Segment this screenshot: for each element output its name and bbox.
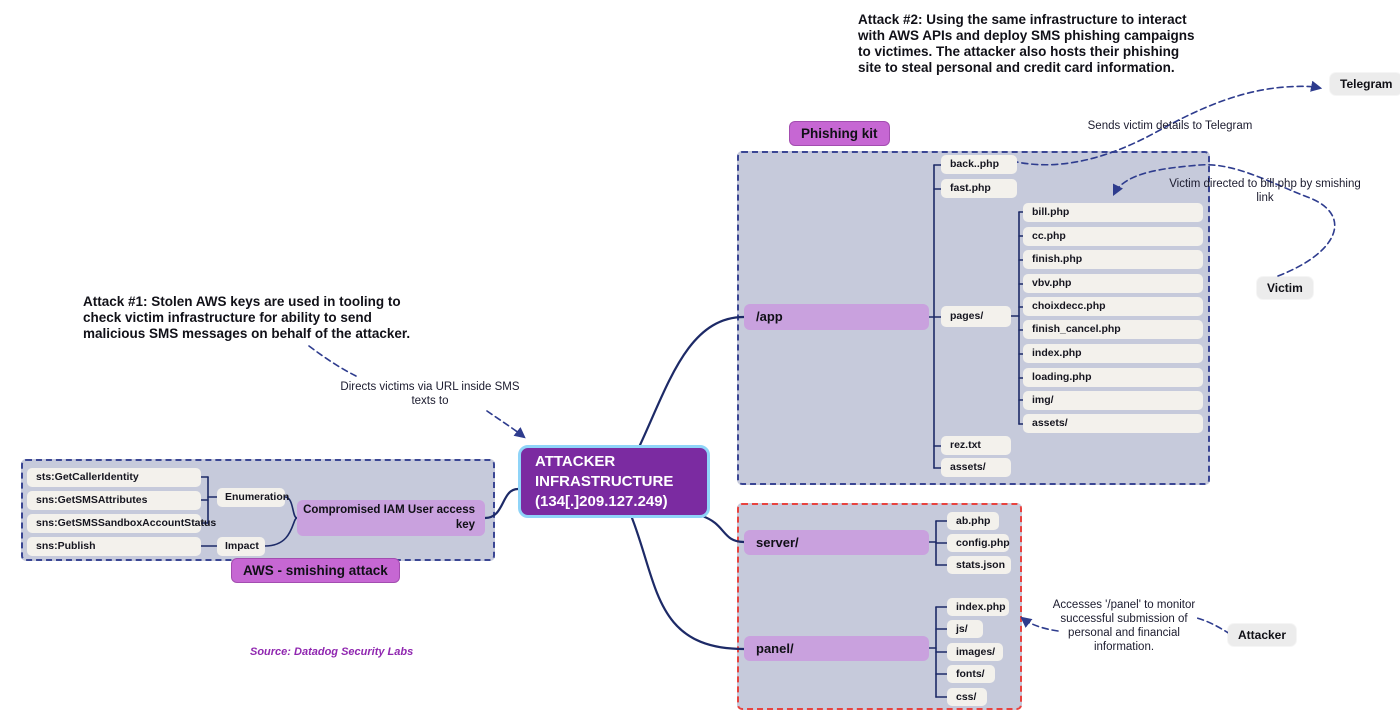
victim-directed-note: Victim directed to bill.php by smishing link [1169,178,1361,204]
chip-stats-json: stats.json [947,556,1011,574]
app-dir-node: /app [744,304,929,330]
chip-config-php: config.php [947,534,1009,552]
attacker-node: Attacker [1228,624,1296,646]
aws-smishing-badge: AWS - smishing attack [231,558,400,583]
source-credit: Source: Datadog Security Labs [250,646,414,658]
chip-app-assets-dir: assets/ [941,458,1011,477]
chip-ab-php: ab.php [947,512,999,530]
chip-img-dir: img/ [1023,391,1203,410]
chip-finish-php: finish.php [1023,250,1203,269]
chip-bill-php: bill.php [1023,203,1203,222]
chip-sts-getcalleridentity: sts:GetCallerIdentity [27,468,201,487]
chip-finish-cancel-php: finish_cancel.php [1023,320,1203,339]
chip-panel-index-php: index.php [947,598,1009,616]
chip-pages-assets-dir: assets/ [1023,414,1203,433]
chip-impact: Impact [217,537,265,556]
chip-cc-php: cc.php [1023,227,1203,246]
chip-css-dir: css/ [947,688,987,706]
chip-back-php: back..php [941,155,1017,174]
chip-sns-getsmssandboxaccountstatus: sns:GetSMSSandboxAccountStatus [27,514,201,533]
server-dir-node: server/ [744,530,929,555]
tree-connectors [201,165,1023,697]
chip-enumeration: Enumeration [217,488,285,507]
chip-fonts-dir: fonts/ [947,665,995,683]
victim-node: Victim [1257,277,1313,299]
chip-sns-publish: sns:Publish [27,537,201,556]
chip-pages-index-php: index.php [1023,344,1203,363]
telegram-node: Telegram [1330,73,1400,95]
chip-loading-php: loading.php [1023,368,1203,387]
chip-rez-txt: rez.txt [941,436,1011,455]
compromised-iam-key-node: Compromised IAM User access key [297,500,485,536]
accesses-panel-note: Accesses '/panel' to monitor successful submission of personal and financial information. [1052,599,1196,653]
chip-fast-php: fast.php [941,179,1017,198]
directs-victims-note: Directs victims via URL inside SMS texts to [340,381,520,407]
phishing-kit-badge: Phishing kit [789,121,890,146]
attack2-note: Attack #2: Using the same infrastructure to interact with AWS APIs and deploy SMS phishing campaigns to victimes. The attacker also hosts their phishing site to steal personal and credit card information. [858,12,1195,75]
sends-telegram-note: Sends victim details to Telegram [1087,120,1253,132]
panel-dir-node: panel/ [744,636,929,661]
chip-vbv-php: vbv.php [1023,274,1203,293]
chip-js-dir: js/ [947,620,983,638]
attack1-note: Attack #1: Stolen AWS keys are used in tooling to check victim infrastructure for ability to send malicious SMS messages on behalf of the attacker. [83,294,411,341]
attacker-infrastructure-node: ATTACKER INFRASTRUCTURE (134[.]209.127.249) [518,445,710,518]
chip-images-dir: images/ [947,643,1003,661]
chip-sns-getsmsattributes: sns:GetSMSAttributes [27,491,201,510]
chip-pages-dir: pages/ [941,306,1011,327]
chip-choixdecc-php: choixdecc.php [1023,297,1203,316]
